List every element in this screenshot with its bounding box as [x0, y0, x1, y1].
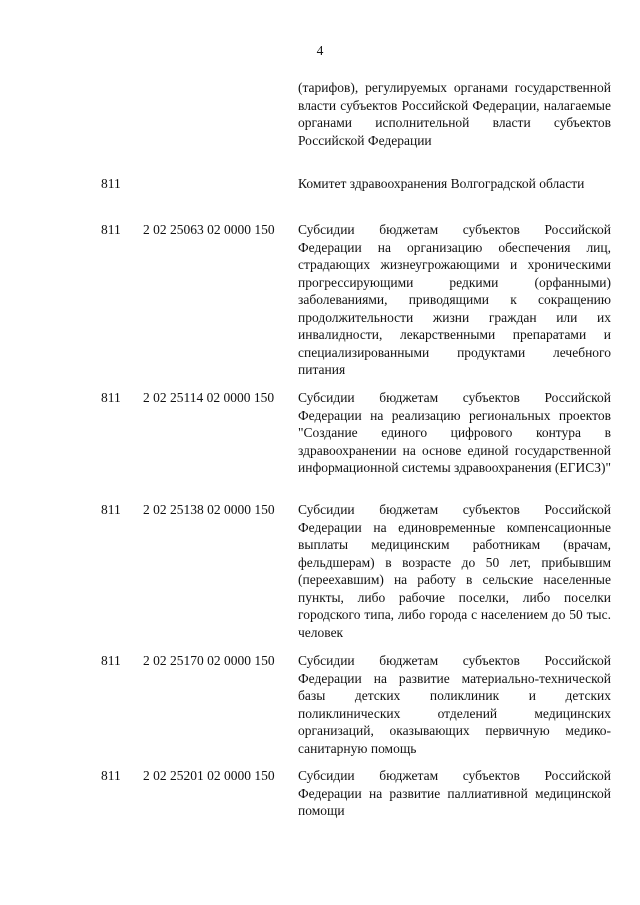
- page-number: 4: [316, 43, 324, 58]
- budget-code: 2 02 25114 02 0000 150: [143, 390, 275, 405]
- budget-code: 2 02 25138 02 0000 150: [143, 502, 275, 517]
- budget-code: 2 02 25201 02 0000 150: [143, 768, 275, 783]
- admin-code: 811: [101, 502, 121, 517]
- admin-code: 811: [101, 768, 121, 783]
- admin-code: 811: [101, 653, 121, 668]
- budget-code: 2 02 25170 02 0000 150: [143, 653, 275, 668]
- admin-code: 811: [101, 390, 121, 405]
- budget-code: 2 02 25063 02 0000 150: [143, 222, 275, 237]
- admin-code: 811: [101, 176, 121, 191]
- income-description: Субсидии бюджетам субъектов Российской Федерации на реализацию региональных проектов "Создание единого цифрового контура в здравоохранении на основе единой государственной информационной системы здравоохранения (ЕГИСЗ)": [298, 390, 611, 475]
- income-description: Комитет здравоохранения Волгоградской области: [298, 176, 585, 191]
- income-description: (тарифов), регулируемых органами государственной власти субъектов Российской Федерации, налагаемые органами исполнительной власти субъектов Российской Федерации: [298, 80, 611, 148]
- income-description: Субсидии бюджетам субъектов Российской Федерации на организацию обеспечения лиц, страдающих жизнеугрожающими и хроническими прогрессирующими редкими (орфанными) заболеваниями, приводящими к сокращению продолжительности жизни граждан или их инвалидности, лекарственными препаратами и специализированными продуктами лечебного питания: [298, 222, 611, 377]
- income-description: Субсидии бюджетам субъектов Российской Федерации на развитие паллиативной медицинской помощи: [298, 768, 611, 818]
- income-description: Субсидии бюджетам субъектов Российской Федерации на развитие материально-технической базы детских поликлиник и детских поликлинических отделений медицинских организаций, оказывающих первичную медико-санитарную помощь: [298, 653, 611, 756]
- income-description: Субсидии бюджетам субъектов Российской Федерации на единовременные компенсационные выплаты медицинским работникам (врачам, фельдшерам) в возрасте до 50 лет, прибывшим (переехавшим) на работу в сельские населенные пункты, либо рабочие поселки, либо поселки городского типа, либо города с населением до 50 тыс. человек: [298, 502, 611, 640]
- admin-code: 811: [101, 222, 121, 237]
